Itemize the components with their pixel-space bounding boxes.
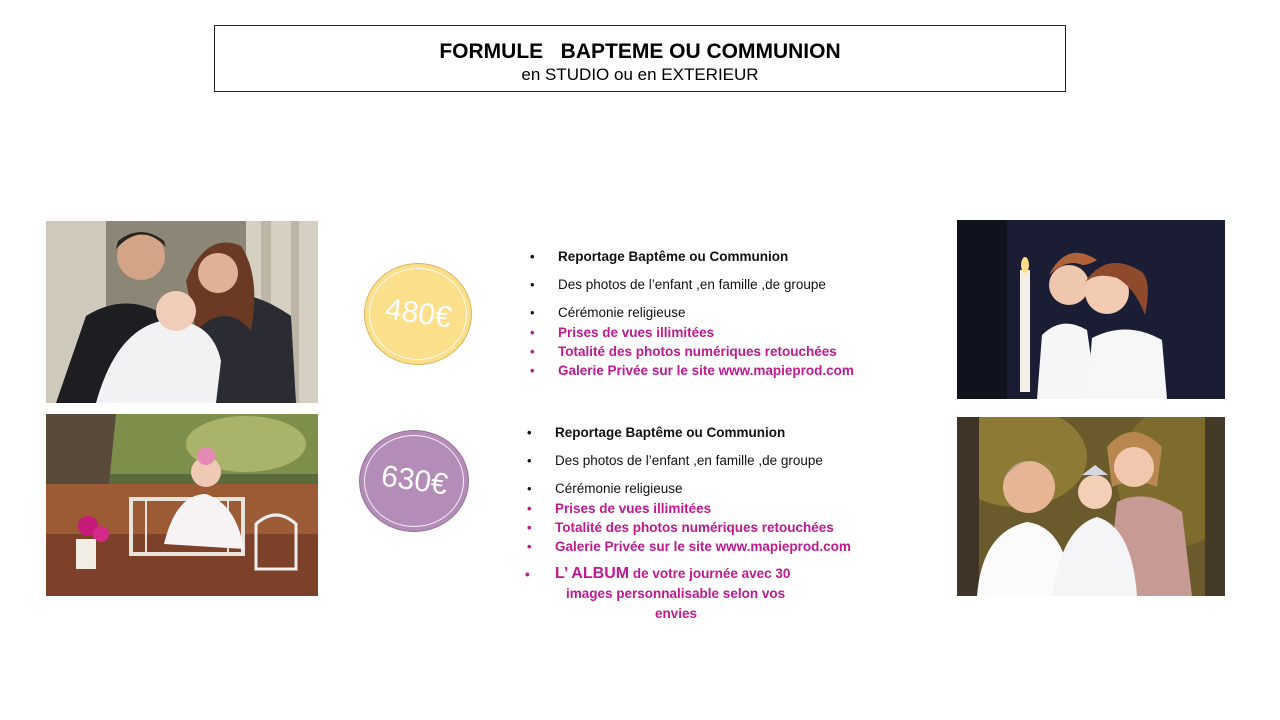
price-value: 480€ — [382, 292, 454, 335]
photo-family-autumn — [957, 417, 1225, 596]
list-item: • Des photos de l’enfant ,en famille ,de groupe — [530, 277, 854, 305]
album-line-1-rest: de votre journée avec 30 — [629, 566, 791, 581]
list-item: • Totalité des photos numériques retouchées — [530, 344, 854, 363]
price-badge-630 — [359, 430, 469, 532]
list-item: • Reportage Baptême ou Communion — [527, 425, 851, 453]
photo-family-church — [46, 221, 318, 403]
price-badge-480 — [364, 263, 472, 365]
album-line-1 — [555, 565, 790, 583]
album-lead: L’ ALBUM — [555, 565, 630, 582]
list-item: • Cérémonie religieuse — [530, 305, 854, 325]
list-item: • Prises de vues illimitées — [527, 501, 851, 520]
page-subtitle: en STUDIO ou en EXTERIEUR — [521, 65, 759, 84]
list-item: • Des photos de l’enfant ,en famille ,de groupe — [527, 453, 851, 481]
album-line-3: envies — [655, 606, 698, 621]
title-box — [214, 25, 1066, 92]
list-item: • Galerie Privée sur le site www.mapieprod.com — [530, 363, 854, 382]
price-value: 630€ — [378, 459, 450, 502]
page-title: FORMULE BAPTEME OU COMMUNION — [439, 40, 841, 63]
list-item: • Galerie Privée sur le site www.mapieprod.com — [527, 539, 851, 558]
offer-1-list — [530, 249, 854, 382]
album-line-2: images personnalisable selon vos — [566, 586, 786, 601]
list-item: • Reportage Baptême ou Communion — [530, 249, 854, 277]
list-item: • Prises de vues illimitées — [530, 325, 854, 344]
list-item: • Totalité des photos numériques retouchées — [527, 520, 851, 539]
offer-2-list — [527, 425, 851, 558]
photo-baby-autumn — [46, 414, 318, 596]
photo-communion-candle — [957, 220, 1225, 399]
list-item: • Cérémonie religieuse — [527, 481, 851, 501]
bullet: • — [525, 567, 530, 582]
